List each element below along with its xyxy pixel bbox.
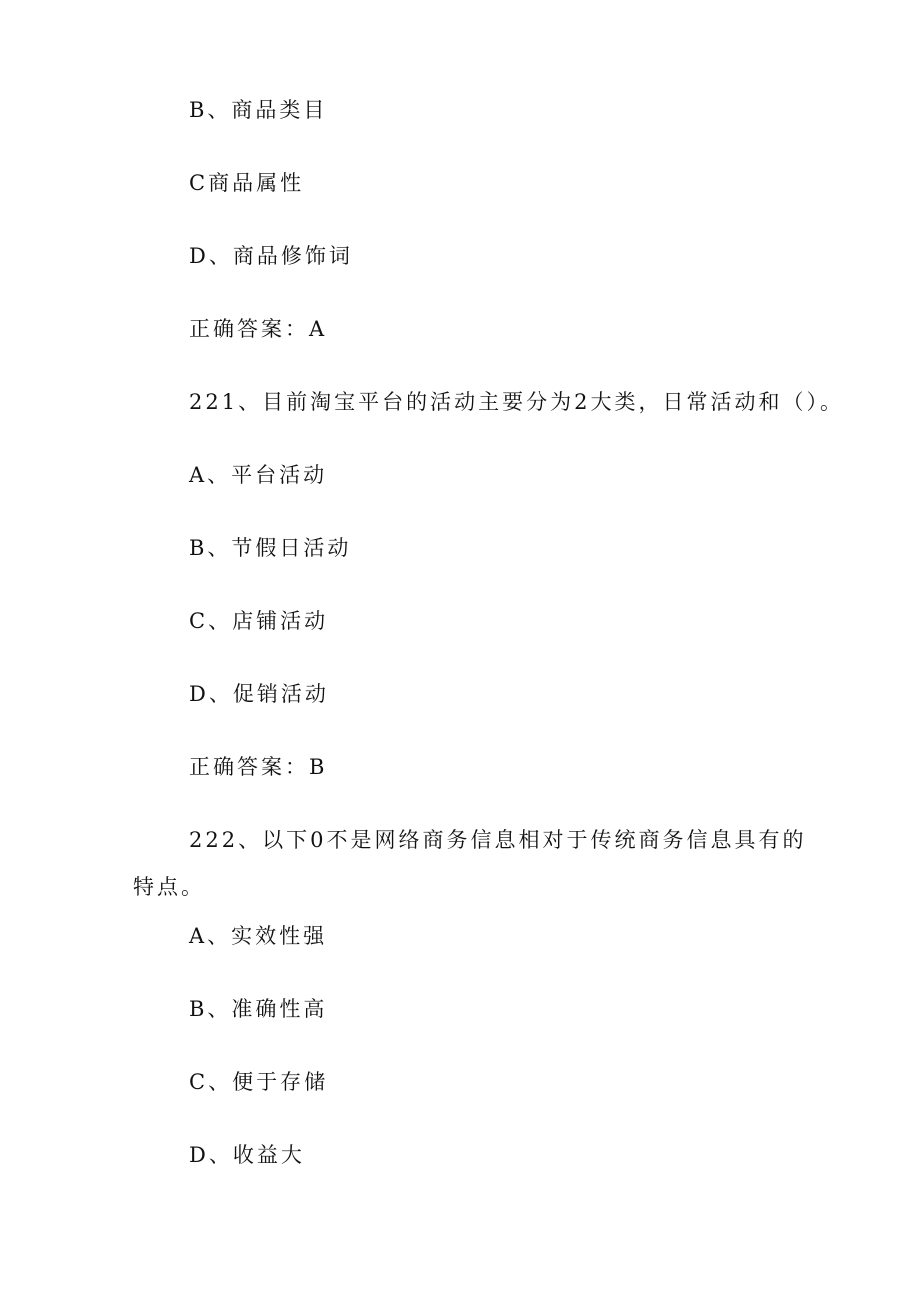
option-line: C商品属性 xyxy=(189,171,305,195)
answer-line: 正确答案：B xyxy=(189,755,328,779)
answer-line: 正确答案：A xyxy=(189,317,328,341)
option-line: B、准确性高 xyxy=(189,997,328,1021)
option-line: A、实效性强 xyxy=(189,924,328,948)
question-line: 221、目前淘宝平台的活动主要分为2大类，日常活动和（）。 xyxy=(189,390,844,414)
question-line: 222、以下0不是网络商务信息相对于传统商务信息具有的 xyxy=(189,828,807,852)
option-line: B、商品类目 xyxy=(189,98,328,122)
option-line: C、店铺活动 xyxy=(189,609,329,633)
question-line-continuation: 特点。 xyxy=(133,875,205,899)
option-line: D、收益大 xyxy=(189,1143,305,1167)
option-line: D、促销活动 xyxy=(189,682,329,706)
option-line: A、平台活动 xyxy=(189,463,328,487)
option-line: B、节假日活动 xyxy=(189,536,352,560)
option-line: D、商品修饰词 xyxy=(189,244,353,268)
option-line: C、便于存储 xyxy=(189,1070,329,1094)
